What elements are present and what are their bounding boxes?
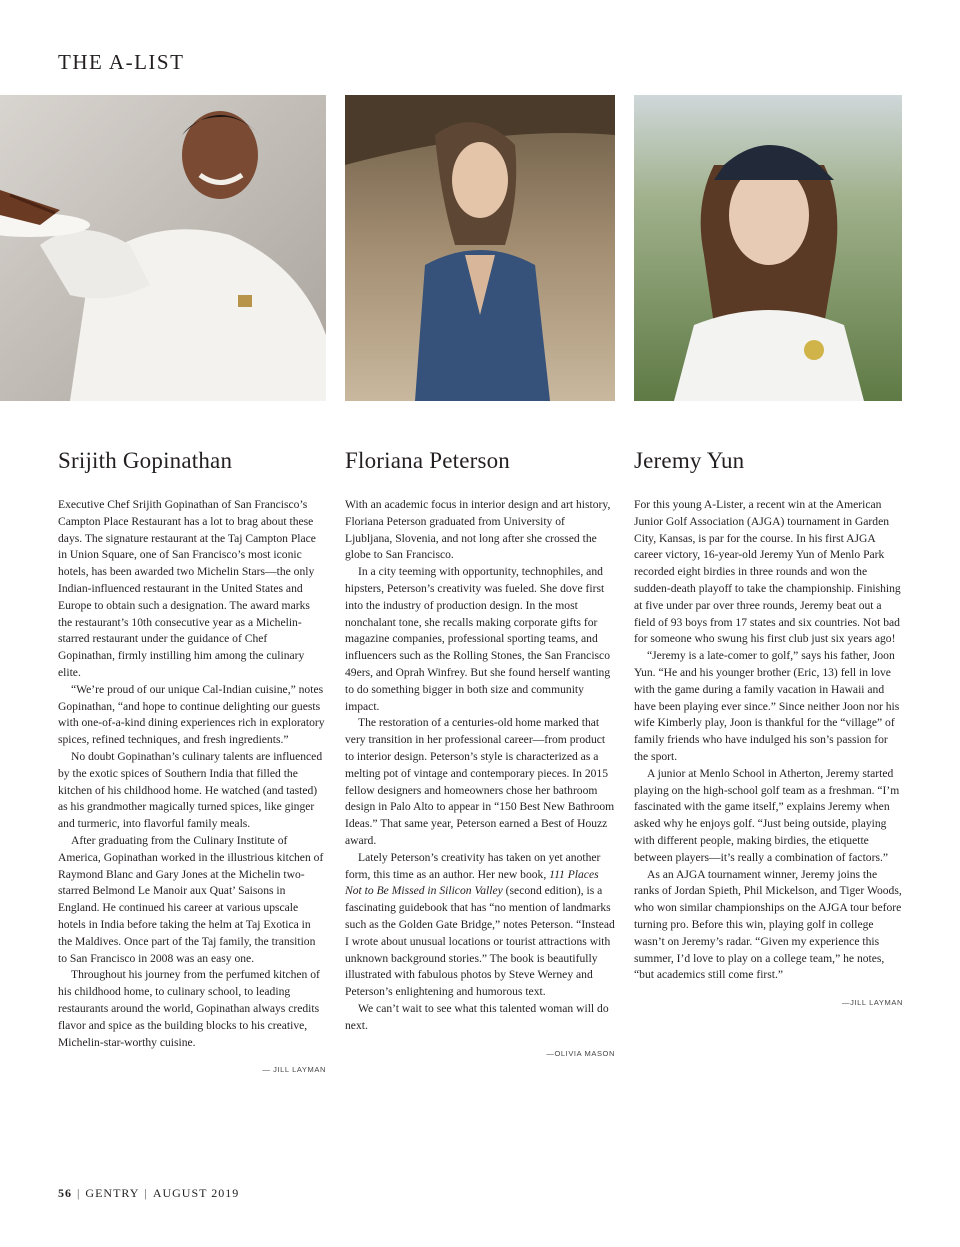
profile-column-3 bbox=[634, 447, 903, 1007]
body-paragraph: Executive Chef Srijith Gopinathan of San Francisco’s Campton Place Restaurant has a lot to brag about these days. The signature restaurant at the Taj Campton Place in Union Square, one of San Francisco’s most iconic hotels, has been awarded two Michelin Stars—the only Indian-influenced restaurant in the United States and Europe to obtain such a designation. The award marks the restaurant’s 10th consecutive year as a Michelin-starred restaurant under the guidance of Chef Gopinathan, firmly instilling him among the culinary elite. bbox=[58, 498, 316, 679]
page-number: 56 bbox=[58, 1186, 72, 1200]
magazine-name: GENTRY bbox=[85, 1186, 140, 1200]
book-title: 111 Places Not to Be Missed in Silicon Valley bbox=[345, 867, 599, 898]
chef-photo bbox=[0, 95, 326, 401]
body-paragraph: In a city teeming with opportunity, technophiles, and hipsters, Peterson’s creativity was fueled. She dove first into the industry of production design. In the most nonchalant tone, she recalls making corporate gifts for magazine companies, professional sporting teams, and influencers such as the Rolling Stones, the San Francisco 49ers, and Oprah Winfrey. But she found herself wanting to do something bigger in both size and community impact. bbox=[345, 565, 611, 713]
paragraph-lead: Lately Peterson’s creativity has taken on yet another form, this time as an author. Her new book, bbox=[345, 850, 601, 881]
paragraph-rest: (second edition), is a fascinating guidebook that has “no mention of landmarks such as the Golden Gate Bridge,” notes Peterson. “Instead I wrote about unusual locations or tourist attractions with unknown background stories.” The book is beautifully illustrated with fabulous photos by Steve Werney and Peterson’s enlightening and humorous text. bbox=[345, 884, 615, 999]
body-paragraph: After graduating from the Culinary Institute of America, Gopinathan worked in the illustrious kitchen of Raymond Blanc and Gary Jones at the Michelin two-starred Belmond Le Manoir aux Quat’ Saisons in England. He continued his career at various upscale hotels in India before taking the helm at Taj Exotica in the Maldives. Once part of the Taj family, the transition to San Francisco in 2008 was an easy one. bbox=[58, 833, 324, 965]
woman-photo bbox=[345, 95, 615, 401]
golfer-photo bbox=[634, 95, 902, 401]
body-paragraph: A junior at Menlo School in Atherton, Jeremy started playing on the high-school golf team as a freshman. “I’m fascinated with the game itself,” explains Jeremy when asked why he enjoys golf. “Just being outside, playing with different people, making birdies, the etiquette between players—it’s really a combination of factors.” bbox=[634, 766, 900, 864]
body-paragraph: As an AJGA tournament winner, Jeremy joins the ranks of Jordan Spieth, Phil Mickelson, and Tiger Woods, who won similar championships on the AJGA tour before turning pro. Before this win, playing golf in college wasn’t on Jeremy’s radar. “Given my experience this summer, I’d love to play on a college team,” he notes, “but academics still come first.” bbox=[634, 867, 902, 982]
footer-separator: | bbox=[77, 1186, 81, 1200]
body-paragraph: “Jeremy is a late-comer to golf,” says his father, Joon Yun. “He and his younger brother (Eric, 13) fell in love with the game during a family vacation in Hawaii and have been playing ever since.” Since neither Joon nor his wife Kimberly play, Joon is thankful for the “village” of family friends who have indulged his son’s passion for the sport. bbox=[634, 649, 900, 763]
body-paragraph: For this young A-Lister, a recent win at the American Junior Golf Association (AJGA) tournament in Garden City, Kansas, is par for the course. In his first AJGA career victory, 16-year-old Jeremy Yun of Menlo Park recorded eight birdies in three rounds and won the sudden-death playoff to take the championship. Finishing at five under par over three rounds, Jeremy beat out a field of 93 boys from 17 states and six countries. Not bad for someone who swung his first club just six years ago! bbox=[634, 498, 901, 646]
issue-date: AUGUST 2019 bbox=[152, 1186, 240, 1200]
section-title: THE A-LIST bbox=[58, 50, 185, 74]
author-byline: — JILL LAYMAN bbox=[262, 1065, 326, 1075]
author-byline: —OLIVIA MASON bbox=[546, 1048, 615, 1058]
page-footer bbox=[58, 1186, 239, 1201]
body-paragraph: No doubt Gopinathan’s culinary talents are influenced by the exotic spices of Southern India that filled the kitchen of his childhood home. He watched (and tasted) as his grandmother magically turned spices, like ginger and turmeric, into flavorful family meals. bbox=[58, 749, 323, 831]
profile-name: Srijith Gopinathan bbox=[58, 448, 233, 473]
body-paragraph: “We’re proud of our unique Cal-Indian cuisine,” notes Gopinathan, “and hope to continue delighting our guests with one-of-a-kind dining experiences rich in exploratory spices, refined techniques, and fresh ingredients.” bbox=[58, 682, 325, 747]
body-paragraph: The restoration of a centuries-old home marked that very transition in her professional career—from product to interior design. Peterson’s style is characterized as a melting pot of vintage and contemporary pieces. In 2015 fellow designers and homeowners chose her bathroom design in Palo Alto to appear in “150 Best New Bathroom Ideas.” That same year, Peterson earned a Best of Houzz award. bbox=[345, 716, 615, 847]
profile-column-1 bbox=[58, 447, 326, 1074]
body-paragraph: With an academic focus in interior design and art history, Floriana Peterson graduated from University of Ljubljana, Slovenia, and not long after she crossed the globe to San Francisco. bbox=[345, 498, 611, 562]
profile-column-2 bbox=[345, 447, 615, 1058]
body-paragraph: Throughout his journey from the perfumed kitchen of his childhood home, to culinary school, to leading restaurants around the world, Gopinathan always credits flavor and spice as the building blocks to his creative, Michelin-star-worthy cuisine. bbox=[58, 968, 320, 1049]
footer-separator: | bbox=[144, 1186, 148, 1200]
body-paragraph: We can’t wait to see what this talented woman will do next. bbox=[345, 1001, 609, 1032]
profile-name: Jeremy Yun bbox=[634, 448, 745, 473]
body-paragraph bbox=[345, 850, 615, 1001]
profile-name: Floriana Peterson bbox=[345, 448, 511, 473]
author-byline: —JILL LAYMAN bbox=[842, 998, 903, 1008]
